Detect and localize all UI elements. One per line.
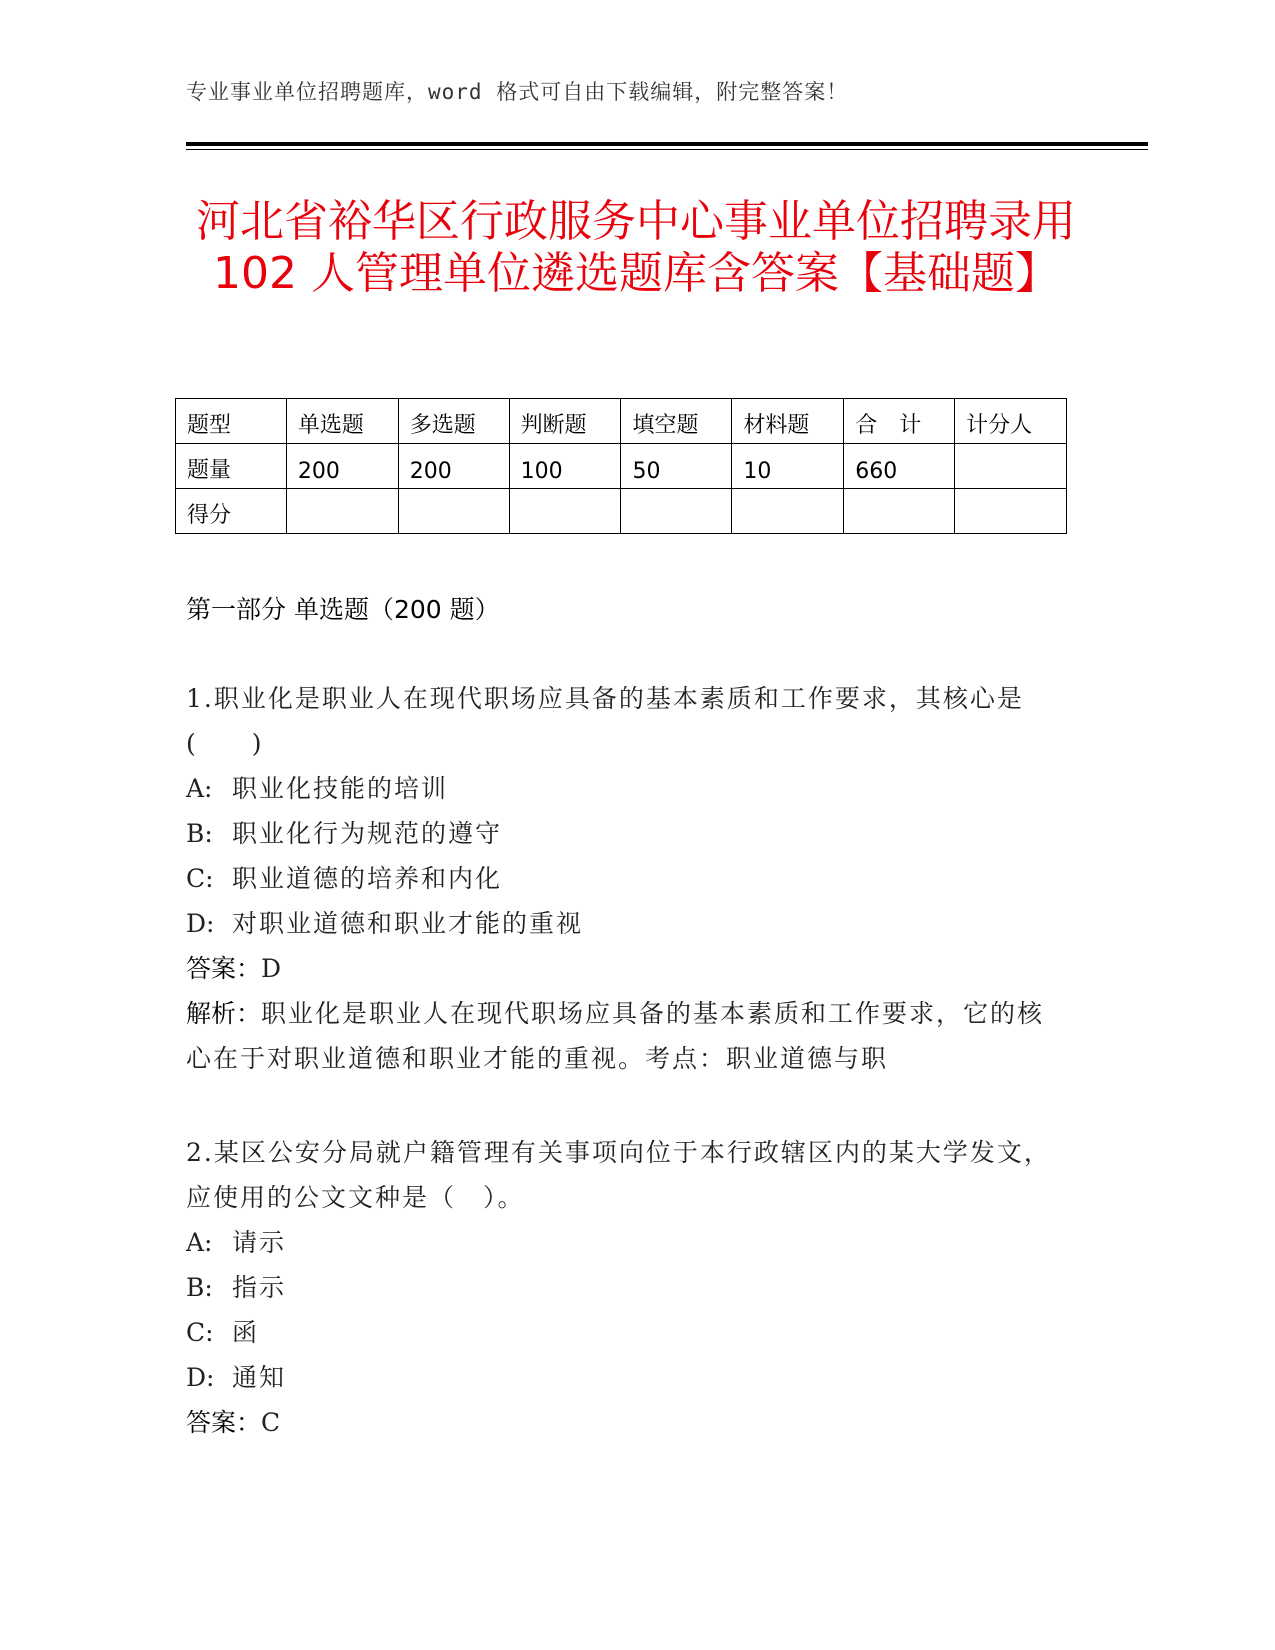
option-b bbox=[186, 1265, 1066, 1310]
score-table bbox=[175, 398, 1067, 534]
table-cell: 填空题 bbox=[621, 399, 732, 444]
table-cell: 660 bbox=[844, 444, 955, 489]
answer-line bbox=[186, 946, 1066, 991]
table-row bbox=[176, 444, 1067, 489]
table-cell: 计分人 bbox=[955, 399, 1067, 444]
table-cell bbox=[509, 489, 621, 534]
question-stem: 1.职业化是职业人在现代职场应具备的基本素质和工作要求，其核心是( ) bbox=[186, 684, 1024, 758]
table-cell: 多选题 bbox=[398, 399, 509, 444]
header-rule-thin bbox=[186, 149, 1148, 150]
option-text: 对职业道德和职业才能的重视 bbox=[232, 909, 584, 938]
option-letter: C: bbox=[186, 864, 214, 893]
answer-value: D bbox=[261, 954, 284, 983]
question-1 bbox=[186, 676, 1066, 1081]
option-letter: C: bbox=[186, 1318, 214, 1347]
table-cell: 材料题 bbox=[732, 399, 844, 444]
option-text: 职业化行为规范的遵守 bbox=[232, 819, 503, 848]
option-a bbox=[186, 1220, 1066, 1265]
option-text: 职业化技能的培训 bbox=[232, 774, 449, 803]
answer-value: C bbox=[261, 1408, 283, 1437]
option-c bbox=[186, 856, 1066, 901]
option-letter: B: bbox=[186, 1273, 213, 1302]
table-cell: 50 bbox=[621, 444, 732, 489]
option-d bbox=[186, 1355, 1066, 1400]
table-cell: 题型 bbox=[176, 399, 287, 444]
table-cell: 200 bbox=[398, 444, 509, 489]
answer-label: 答案： bbox=[186, 1408, 262, 1437]
table-cell: 题量 bbox=[176, 444, 287, 489]
analysis-label: 解析： bbox=[186, 999, 262, 1028]
option-text: 请示 bbox=[232, 1228, 287, 1257]
table-cell: 得分 bbox=[176, 489, 287, 534]
header-rule-thick bbox=[186, 142, 1148, 146]
table-cell: 100 bbox=[509, 444, 621, 489]
option-text: 通知 bbox=[232, 1363, 287, 1392]
section-heading: 第一部分 单选题（200 题） bbox=[186, 595, 500, 624]
option-letter: D: bbox=[186, 1363, 215, 1392]
question-2 bbox=[186, 1130, 1066, 1445]
answer-label: 答案： bbox=[186, 954, 262, 983]
table-cell: 200 bbox=[286, 444, 398, 489]
table-cell bbox=[844, 489, 955, 534]
option-b bbox=[186, 811, 1066, 856]
document-title: 河北省裕华区行政服务中心事业单位招聘录用 102 人管理单位遴选题库含答案【基础题】 bbox=[196, 196, 1076, 299]
option-text: 指示 bbox=[232, 1273, 287, 1302]
table-cell bbox=[955, 444, 1067, 489]
option-letter: B: bbox=[186, 819, 213, 848]
option-text: 职业道德的培养和内化 bbox=[232, 864, 503, 893]
table-cell: 判断题 bbox=[509, 399, 621, 444]
table-cell bbox=[398, 489, 509, 534]
option-c bbox=[186, 1310, 1066, 1355]
table-cell bbox=[621, 489, 732, 534]
table-cell bbox=[286, 489, 398, 534]
header-note: 专业事业单位招聘题库，word 格式可自由下载编辑，附完整答案！ bbox=[186, 80, 849, 104]
table-cell: 10 bbox=[732, 444, 844, 489]
option-d bbox=[186, 901, 1066, 946]
score-table-header-row bbox=[176, 399, 1067, 444]
question-stem: 2.某区公安分局就户籍管理有关事项向位于本行政辖区内的某大学发文，应使用的公文文种是（ ）。 bbox=[186, 1138, 1051, 1212]
option-letter: A: bbox=[186, 774, 213, 803]
analysis-text: 职业化是职业人在现代职场应具备的基本素质和工作要求，它的核心在于对职业道德和职业才能的重视。考点：职业道德与职 bbox=[186, 999, 1045, 1073]
table-cell: 单选题 bbox=[286, 399, 398, 444]
table-cell: 合 计 bbox=[844, 399, 955, 444]
analysis bbox=[186, 991, 1066, 1081]
option-letter: A: bbox=[186, 1228, 213, 1257]
answer-line bbox=[186, 1400, 1066, 1445]
table-row bbox=[176, 489, 1067, 534]
option-letter: D: bbox=[186, 909, 215, 938]
option-text: 函 bbox=[232, 1318, 260, 1347]
table-cell bbox=[955, 489, 1067, 534]
table-cell bbox=[732, 489, 844, 534]
option-a bbox=[186, 766, 1066, 811]
